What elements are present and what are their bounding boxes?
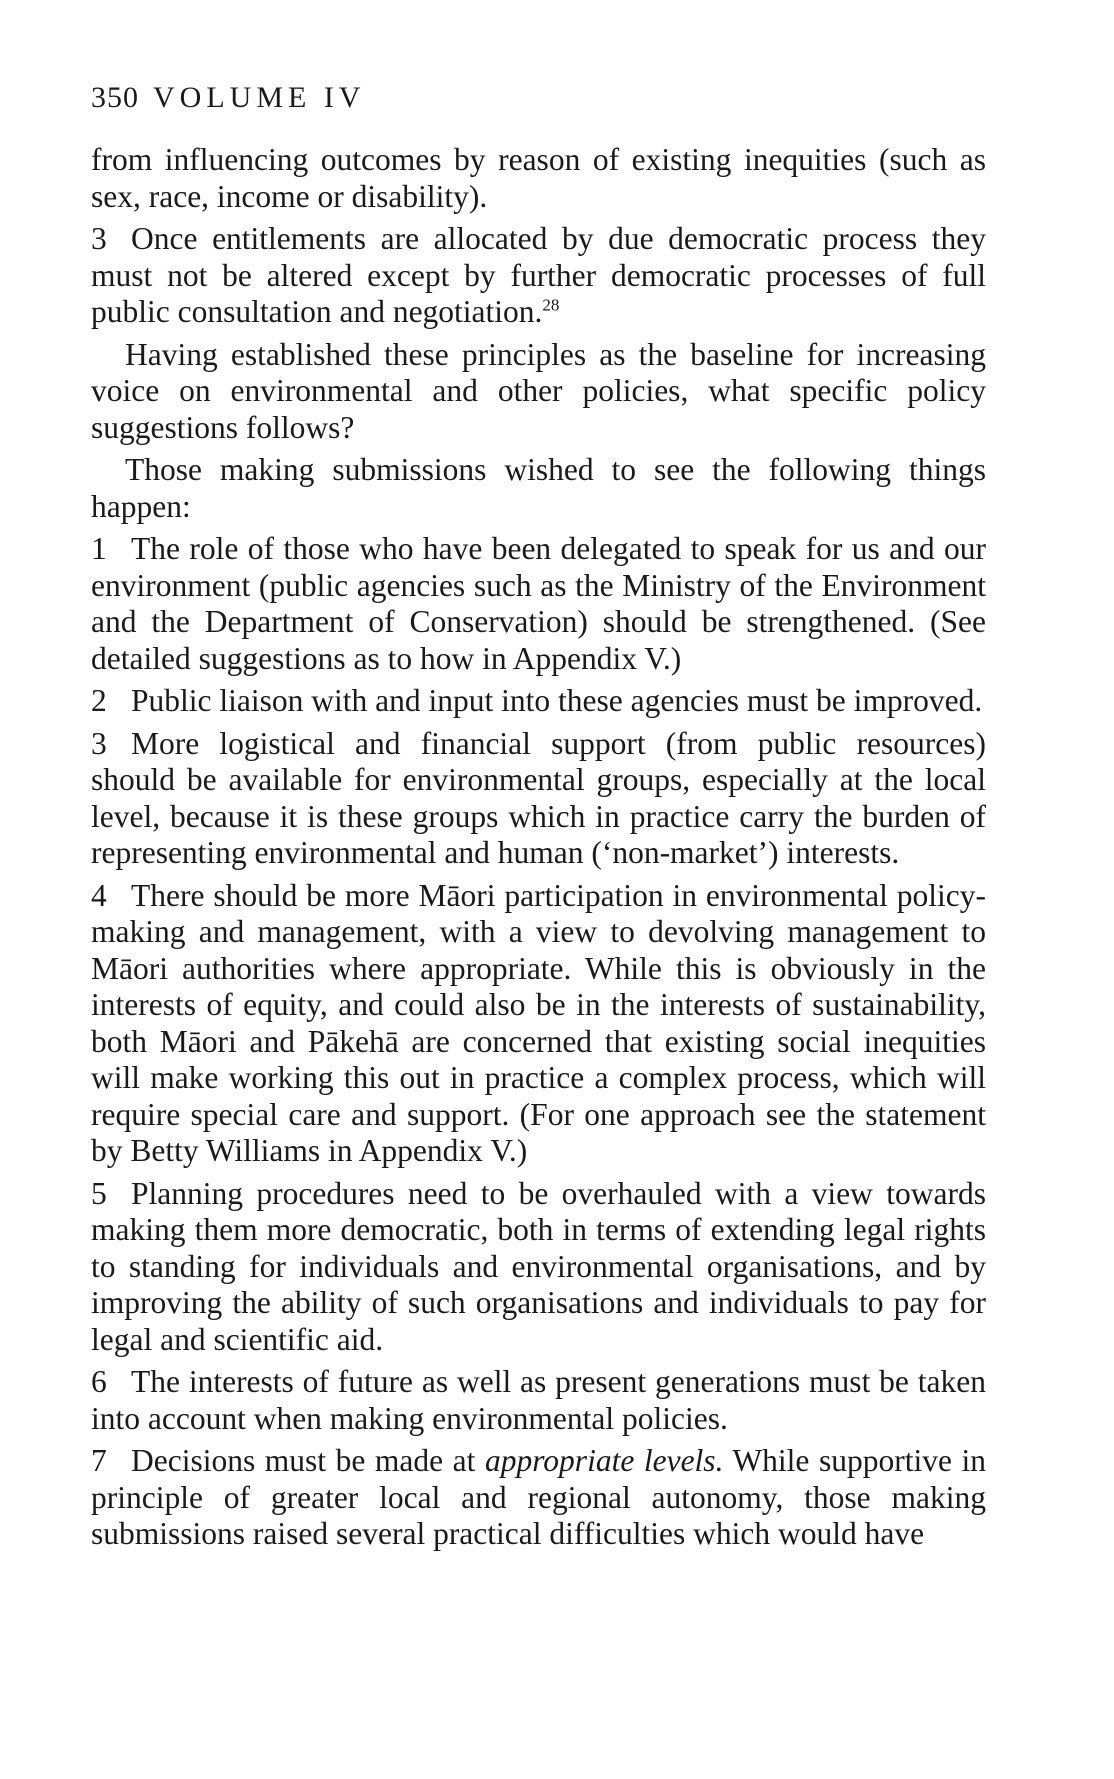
paragraph-having: Having established these principles as the baseline for increasing voice on environmental and other policies, what specific policy suggestions follows? xyxy=(91,336,986,445)
list-item-text: The role of those who have been delegated to speak for us and our environment (public agencies such as the Ministry of the Environment and the Department of Conservation) should be strengthened. (See detailed suggestions as to how in Appendix V.) xyxy=(91,531,986,676)
list-item xyxy=(91,1176,986,1359)
running-head xyxy=(91,78,986,118)
footnote-reference: 28 xyxy=(542,295,560,315)
list-item-text: Once entitlements are allocated by due democratic process they must not be altered except by further democratic processes of full public consultation and negotiation. xyxy=(91,221,986,329)
emphasis-text: appropriate levels. xyxy=(484,1443,724,1478)
list-item-text: Planning procedures need to be overhauled with a view towards making them more democratic, both in terms of extending legal rights to standing for individuals and environmental organisations, and by improving the ability of such organisations and individuals to pay for legal and scientific aid. xyxy=(91,1175,986,1357)
list-item-text-start: Decisions must be made at xyxy=(131,1443,485,1478)
list-item xyxy=(91,683,986,720)
list-item xyxy=(91,726,986,872)
list-item-text-rest: While supportive in principle of greater local and regional autonomy, those making submissions raised several practical difficulties which would have xyxy=(91,1443,987,1551)
list-item-number: 3 xyxy=(91,725,107,761)
list-item-7 xyxy=(91,1443,986,1553)
list-item-number: 1 xyxy=(91,531,107,566)
list-item-number: 3 xyxy=(91,221,107,256)
paragraph-those: Those making submissions wished to see the following things happen: xyxy=(91,452,986,524)
list-item xyxy=(91,878,986,1170)
list-item-number: 2 xyxy=(91,683,107,718)
list-item-number: 7 xyxy=(91,1443,107,1478)
volume-title: VOLUME IV xyxy=(153,81,366,114)
list-item xyxy=(91,531,986,677)
list-item xyxy=(91,1364,986,1437)
body-text xyxy=(91,142,986,1553)
list-item-number: 6 xyxy=(91,1364,107,1399)
page-number: 350 xyxy=(91,81,139,114)
list-item-number: 5 xyxy=(91,1175,107,1211)
list-item-number: 4 xyxy=(91,877,107,913)
continued-paragraph: from influencing outcomes by reason of existing inequities (such as sex, race, income or disability). xyxy=(91,142,986,214)
list-item-text: More logistical and financial support (from public resources) should be available for environmental groups, especially at the local level, because it is these groups which in practice carry the burden of representing environmental and human (‘non-market’) interests. xyxy=(91,725,986,870)
list-item-text: The interests of future as well as present generations must be taken into account when making environmental policies. xyxy=(91,1364,986,1436)
list-item-text: There should be more Māori participation in environmental policy-making and management, with a view to devolving management to Māori authorities where appropriate. While this is obviously in the interests of equity, and could also be in the interests of sustainability, both Māori and Pākehā are concerned that existing social inequities will make working this out in practice a complex process, which will require special care and support. (For one approach see the statement by Betty Williams in Appendix V.) xyxy=(91,877,986,1168)
list-item-3-principles xyxy=(91,221,986,331)
list-item-text: Public liaison with and input into these agencies must be improved. xyxy=(131,683,983,718)
document-page xyxy=(91,78,986,1559)
